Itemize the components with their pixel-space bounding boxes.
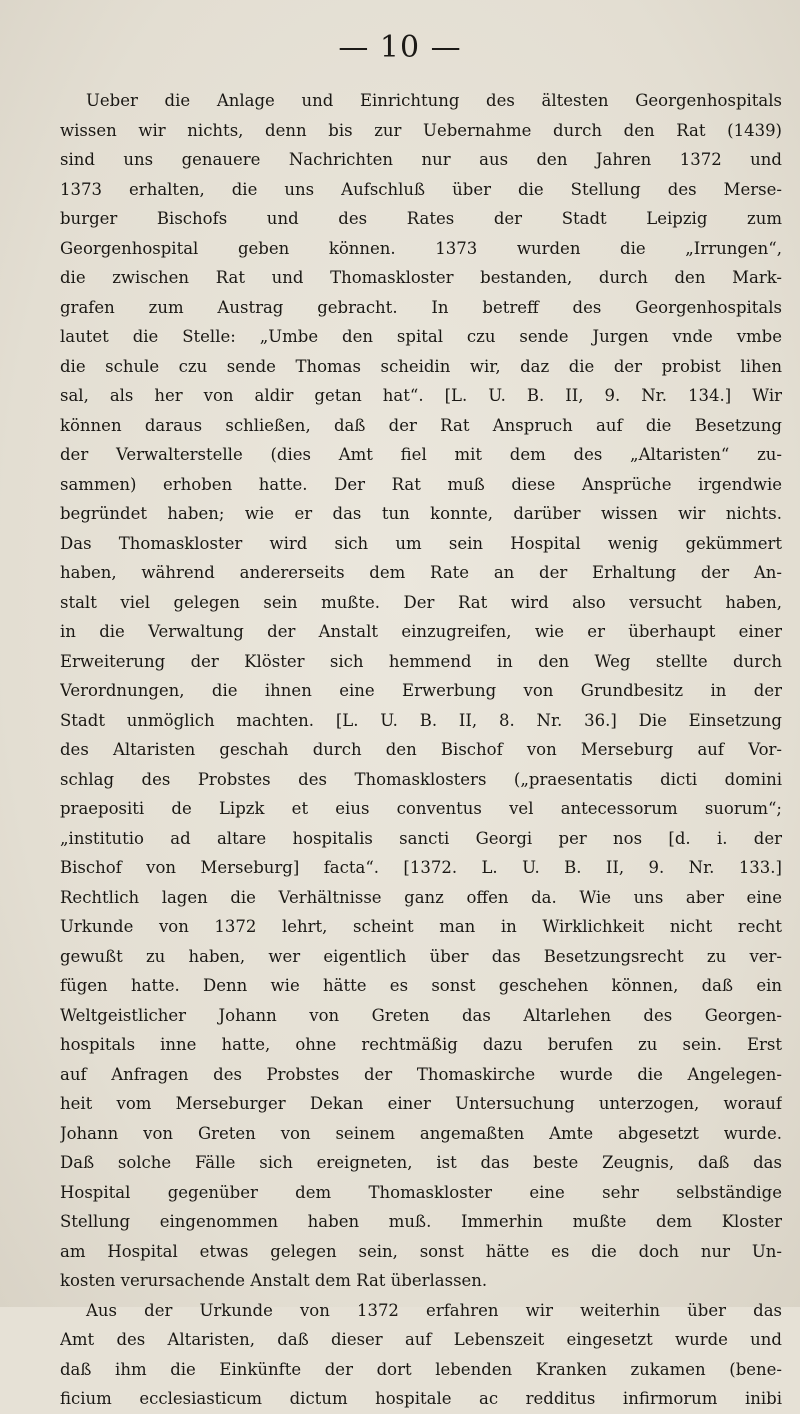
text-line: am Hospital etwas gelegen sein, sonst hätte es die doch nur Un-: [60, 1241, 782, 1261]
text-line: schlag des Probstes des Thomasklosters („praesentatis dicti domini: [60, 769, 782, 789]
text-line: Das Thomaskloster wird sich um sein Hospital wenig gekümmert: [60, 533, 782, 553]
text-line: fügen hatte. Denn wie hätte es sonst geschehen können, daß ein: [60, 976, 782, 995]
text-line: Rechtlich lagen die Verhältnisse ganz offen da. Wie uns aber eine: [60, 887, 782, 907]
text-line: Hospital gegenüber dem Thomaskloster eine sehr selbständige: [60, 1182, 782, 1202]
text-line: 1373 erhalten, die uns Aufschluß über die Stellung des Merse-: [60, 179, 782, 199]
text-line: heit vom Merseburger Dekan einer Untersuchung unterzogen, worauf: [60, 1094, 782, 1113]
text-line: Ueber die Anlage und Einrichtung des ältesten Georgenhospitals: [86, 91, 782, 110]
text-line: burger Bischofs und des Rates der Stadt Leipzig zum: [60, 209, 782, 228]
text-line: Urkunde von 1372 lehrt, scheint man in Wirklichkeit nicht recht: [60, 917, 782, 936]
text-line: Verordnungen, die ihnen eine Erwerbung von Grundbesitz in der: [60, 681, 782, 700]
text-line: die schule czu sende Thomas scheidin wir, daz die der probist lihen: [60, 356, 782, 376]
text-line: ficium ecclesiasticum dictum hospitale ac redditus infirmorum inibi: [60, 1389, 782, 1408]
text-line: grafen zum Austrag gebracht. In betreff des Georgenhospitals: [60, 297, 782, 317]
text-line: sammen) erhoben hatte. Der Rat muß diese Ansprüche irgendwie: [60, 474, 782, 494]
body-text: [60, 86, 782, 1414]
text-line: der Verwalterstelle (dies Amt fiel mit dem des „Altaristen“ zu-: [60, 445, 782, 464]
text-line: begründet haben; wie er das tun konnte, darüber wissen wir nichts.: [60, 504, 782, 523]
text-line: können daraus schließen, daß der Rat Anspruch auf die Besetzung: [60, 415, 782, 435]
text-line: hospitals inne hatte, ohne rechtmäßig dazu berufen zu sein. Erst: [60, 1035, 782, 1054]
text-line: auf Anfragen des Probstes der Thomaskirche wurde die Angelegen-: [60, 1064, 782, 1084]
text-line: haben, während andererseits dem Rate an der Erhaltung der An-: [60, 563, 782, 582]
text-line: praepositi de Lipzk et eius conventus vel antecessorum suorum“;: [60, 799, 782, 818]
text-line: Bischof von Merseburg] facta“. [1372. L. U. B. II, 9. Nr. 133.]: [60, 858, 782, 877]
text-line: Erweiterung der Klöster sich hemmend in den Weg stellte durch: [60, 651, 782, 671]
text-line: Aus der Urkunde von 1372 erfahren wir weiterhin über das: [86, 1300, 782, 1320]
text-line: „institutio ad altare hospitalis sancti Georgi per nos [d. i. der: [60, 828, 782, 848]
text-line: Johann von Greten von seinem angemaßten Amte abgesetzt wurde.: [60, 1123, 782, 1143]
text-line: Stellung eingenommen haben muß. Immerhin mußte dem Kloster: [60, 1212, 782, 1231]
page-number: — 10 —: [338, 30, 462, 65]
text-line: Amt des Altaristen, daß dieser auf Lebenszeit eingesetzt wurde und: [60, 1330, 782, 1349]
text-line: Stadt unmöglich machten. [L. U. B. II, 8. Nr. 36.] Die Einsetzung: [60, 710, 782, 730]
text-line: Daß solche Fälle sich ereigneten, ist das beste Zeugnis, daß das: [60, 1153, 782, 1172]
text-line: kosten verursachende Anstalt dem Rat überlassen.: [60, 1271, 488, 1290]
text-line: stalt viel gelegen sein mußte. Der Rat wird also versucht haben,: [60, 592, 782, 612]
text-line: lautet die Stelle: „Umbe den spital czu sende Jurgen vnde vmbe: [60, 327, 782, 346]
text-line: sind uns genauere Nachrichten nur aus den Jahren 1372 und: [60, 150, 782, 169]
text-line: die zwischen Rat und Thomaskloster bestanden, durch den Mark-: [60, 268, 782, 287]
text-line: wissen wir nichts, denn bis zur Uebernahme durch den Rat (1439): [60, 120, 782, 140]
text-line: sal, als her von aldir getan hat“. [L. U. B. II, 9. Nr. 134.] Wir: [60, 386, 782, 405]
text-line: in die Verwaltung der Anstalt einzugreifen, wie er überhaupt einer: [60, 622, 782, 641]
text-line: Georgenhospital geben können. 1373 wurden die „Irrungen“,: [60, 238, 782, 258]
text-line: Weltgeistlicher Johann von Greten das Altarlehen des Georgen-: [60, 1005, 782, 1025]
text-line: daß ihm die Einkünfte der dort lebenden Kranken zukamen (bene-: [60, 1359, 782, 1379]
text-line: des Altaristen geschah durch den Bischof von Merseburg auf Vor-: [60, 740, 782, 759]
text-line: gewußt zu haben, wer eigentlich über das Besetzungsrecht zu ver-: [60, 946, 782, 966]
